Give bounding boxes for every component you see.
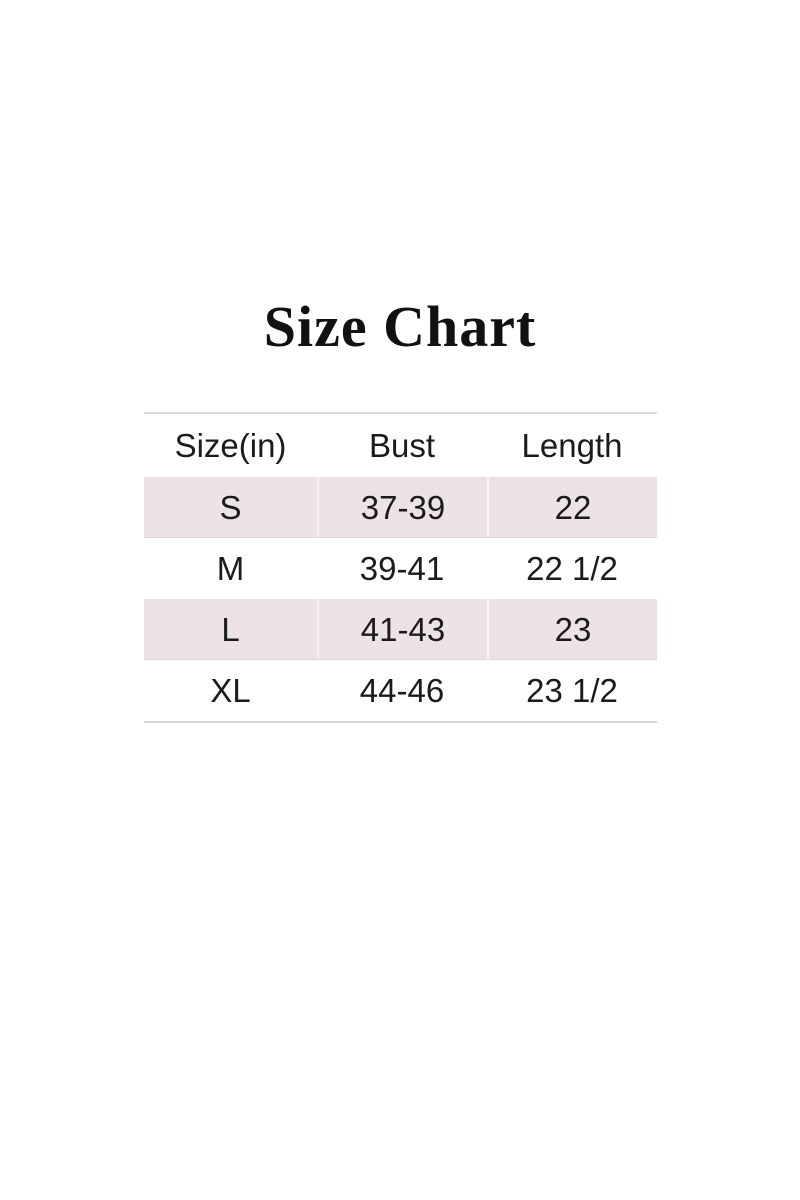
table-row-xl: [144, 660, 657, 721]
cell-length-xl: 23 1/2: [526, 672, 618, 709]
column-header-bust: Bust: [368, 427, 436, 464]
table-header-row: [144, 414, 657, 477]
cell-size-l: L: [221, 610, 240, 648]
cell-bust-m: 39-41: [359, 550, 445, 587]
cell-size-m: M: [216, 550, 245, 587]
cell-bust-xl: 44-46: [359, 672, 445, 709]
column-header-length: Length: [521, 427, 623, 464]
table-row-m: [144, 538, 657, 599]
cell-length-m: 22 1/2: [526, 550, 618, 587]
cell-bust-l: 41-43: [317, 599, 487, 659]
column-header-size: Size(in): [174, 427, 287, 464]
cell-length-l: 23: [487, 599, 657, 659]
page-title: Size Chart: [263, 294, 537, 359]
cell-length-s: 22: [487, 477, 657, 537]
cell-size-s: S: [219, 488, 242, 526]
table-row-l: [144, 599, 657, 660]
table-row-s: [144, 477, 657, 538]
cell-bust-s: 37-39: [317, 477, 487, 537]
cell-size-xl: XL: [210, 672, 251, 709]
size-chart-table: [144, 412, 657, 723]
